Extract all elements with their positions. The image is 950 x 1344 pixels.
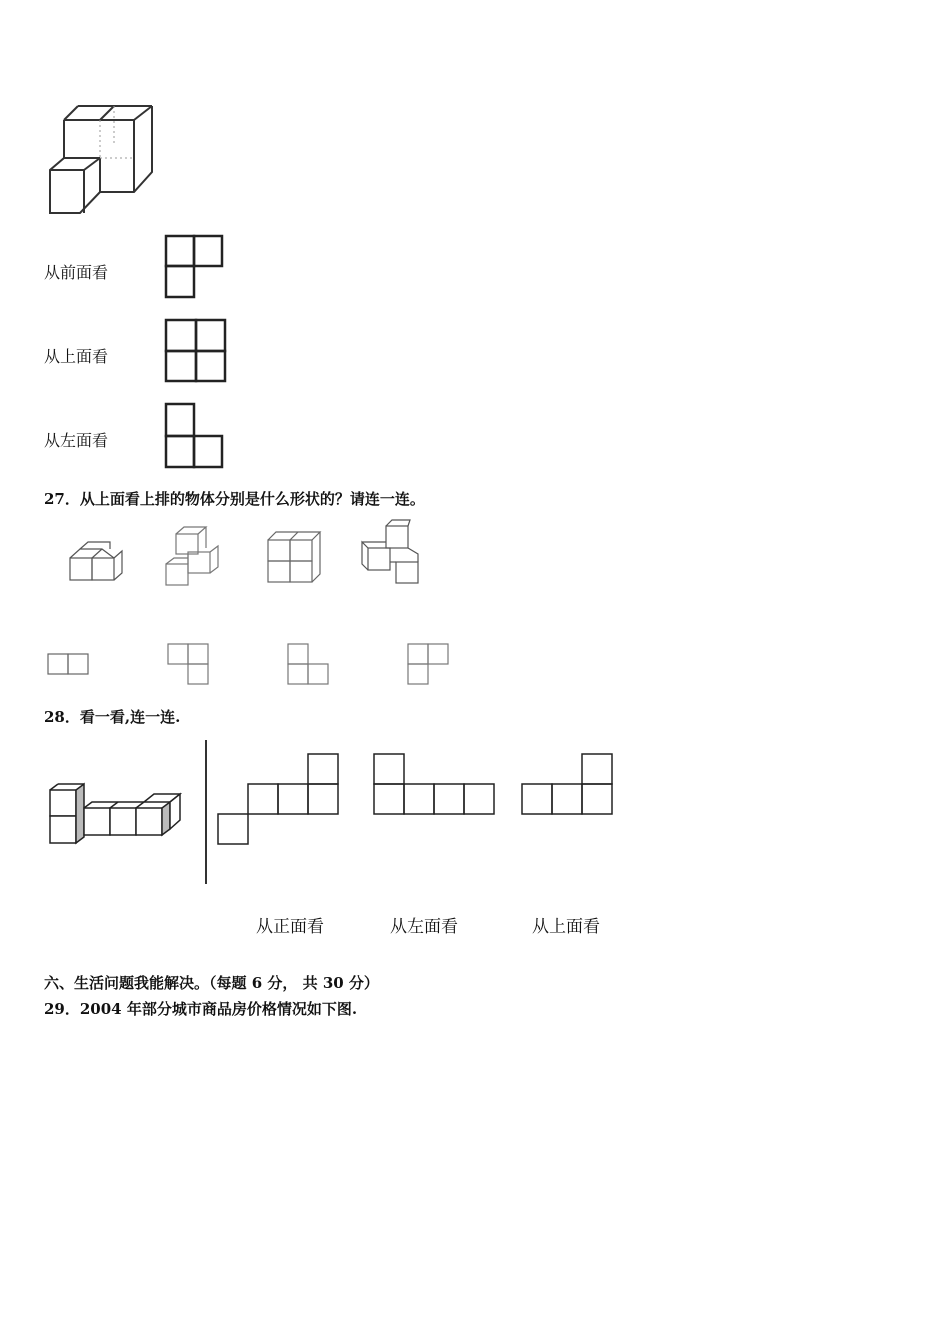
q28-caption-left: 从左面看 [390, 917, 458, 937]
view-label-top: 从上面看 [44, 347, 109, 366]
q27-view-1 [46, 652, 92, 678]
q28-view-option-3 [520, 752, 616, 818]
q28-view-option-2 [372, 752, 498, 818]
q27-solid-2 [162, 524, 226, 588]
q28-caption-top: 从上面看 [532, 917, 600, 937]
q27-solid-3 [264, 526, 322, 586]
top-view-grid [164, 318, 228, 384]
question-29: 29．2004 年部分城市商品房价格情况如下图. [44, 1000, 358, 1018]
divider-line [205, 740, 207, 884]
q27-view-3 [286, 642, 332, 688]
left-view-grid [164, 402, 226, 470]
q28-solid [46, 782, 186, 848]
q28-caption-front: 从正面看 [256, 917, 324, 937]
q27-view-4 [406, 642, 452, 688]
q27-view-2 [166, 642, 212, 688]
section-6-heading: 六、生活问题我能解决。（每题 6 分， 共 30 分） [44, 974, 379, 992]
view-label-left: 从左面看 [44, 431, 109, 450]
view-label-front: 从前面看 [44, 263, 109, 282]
q27-solid-4 [358, 518, 426, 586]
front-view-grid [164, 234, 226, 300]
solid-figure-3d [44, 100, 159, 220]
q28-view-option-1 [216, 752, 344, 848]
q27-solid-1 [66, 540, 124, 585]
question-27: 27．从上面看上排的物体分别是什么形状的？请连一连。 [44, 490, 425, 508]
question-28: 28．看一看,连一连. [44, 708, 181, 726]
